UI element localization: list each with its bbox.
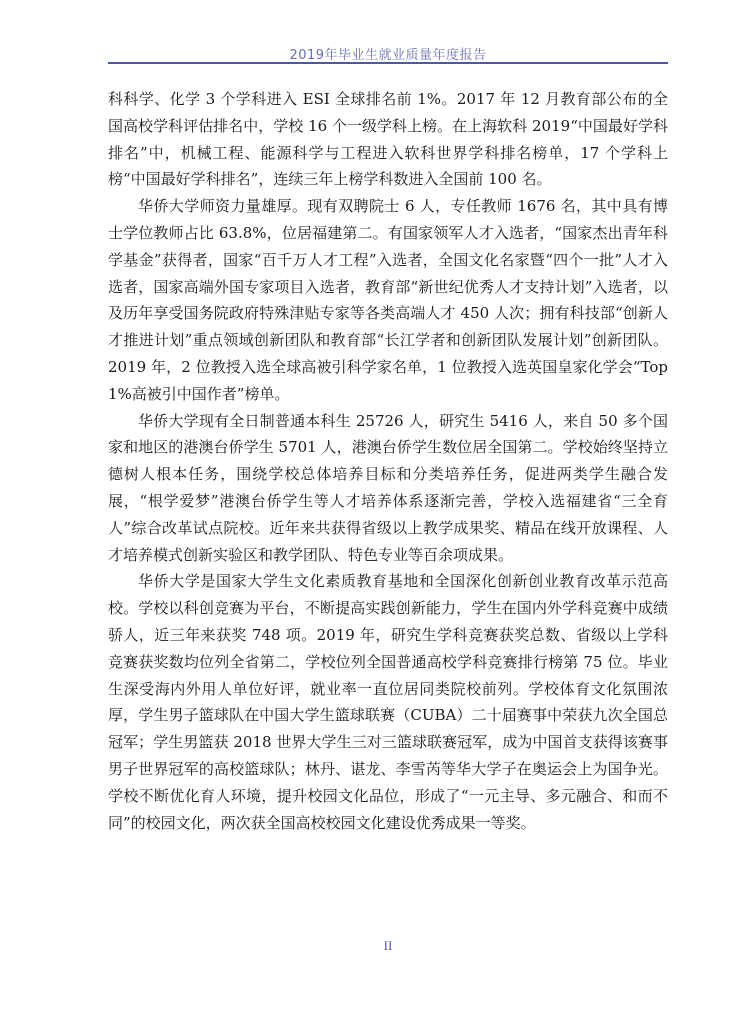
paragraph-faculty: 华侨大学师资力量雄厚。现有双聘院士 6 人，专任教师 1676 名，其中具有博士学位教师占比 63.8%，位居福建第二。有国家领军人才入选者，“国家杰出青年科学基金”获得者，国家“百千万人才工程”入选者，全国文化名家暨“四个一批”人才入选者，国家高端外国专家项目入选者，教育部“新世纪优秀人才支持计划”入选者，以及历年享受国务院政府特殊津贴专家等各类高端人才 450 人次；拥有科技部“创新人才推进计划”重点领域创新团队和教育部“长江学者和创新团队发展计划”创新团队。2019 年，2 位教授入选全球高被引科学家名单，1 位教授入选英国皇家化学会“Top 1%高被引中国作者”榜单。	[108, 197, 668, 403]
running-header: 2019年毕业生就业质量年度报告	[289, 48, 487, 63]
body-text	[108, 86, 668, 836]
paragraph-continuation: 科科学、化学 3 个学科进入 ESI 全球排名前 1%。2017 年 12 月教育部公布的全国高校学科评估排名中，学校 16 个一级学科上榜。在上海软科 2019“中国最好学科排名”中，机械工程、能源科学与工程进入软科世界学科排名榜单，17 个学科上榜“中国最好学科排名”，连续三年上榜学科数进入全国前 100 名。	[108, 90, 668, 189]
paragraph-students: 华侨大学现有全日制普通本科生 25726 人，研究生 5416 人，来自 50 多个国家和地区的港澳台侨学生 5701 人，港澳台侨学生数位居全国第二。学校始终坚持立德树人根本任务，围绕学校总体培养目标和分类培养任务，促进两类学生融合发展，“根学爱梦”港澳台侨学生等人才培养体系逐渐完善，学校入选福建省“三全育人”综合改革试点院校。近年来共获得省级以上教学成果奖、精品在线开放课程、人才培养模式创新实验区和教学团队、特色专业等百余项成果。	[108, 411, 668, 564]
page-number: II	[383, 938, 393, 953]
paragraph-innovation: 华侨大学是国家大学生文化素质教育基地和全国深化创新创业教育改革示范高校。学校以科创竞赛为平台，不断提高实践创新能力，学生在国内外学科竞赛中成绩骄人，近三年来获奖 748 项。2019 年，研究生学科竞赛获奖总数、省级以上学科竞赛获奖数均位列全省第二，学校位列全国普通高校学科竞赛排行榜第 75 位。毕业生深受海内外用人单位好评，就业率一直位居同类院校前列。学校体育文化氛围浓厚，学生男子篮球队在中国大学生篮球联赛（CUBA）二十届赛事中荣获九次全国总冠军；学生男篮获 2018 世界大学生三对三篮球联赛冠军，成为中国首支获得该赛事男子世界冠军的高校篮球队；林丹、谌龙、李雪芮等华大学子在奥运会上为国争光。学校不断优化育人环境，提升校园文化品位，形成了“一元主导、多元融合、和而不同”的校园文化，两次获全国高校校园文化建设优秀成果一等奖。	[108, 572, 668, 832]
header-rule	[108, 62, 668, 64]
